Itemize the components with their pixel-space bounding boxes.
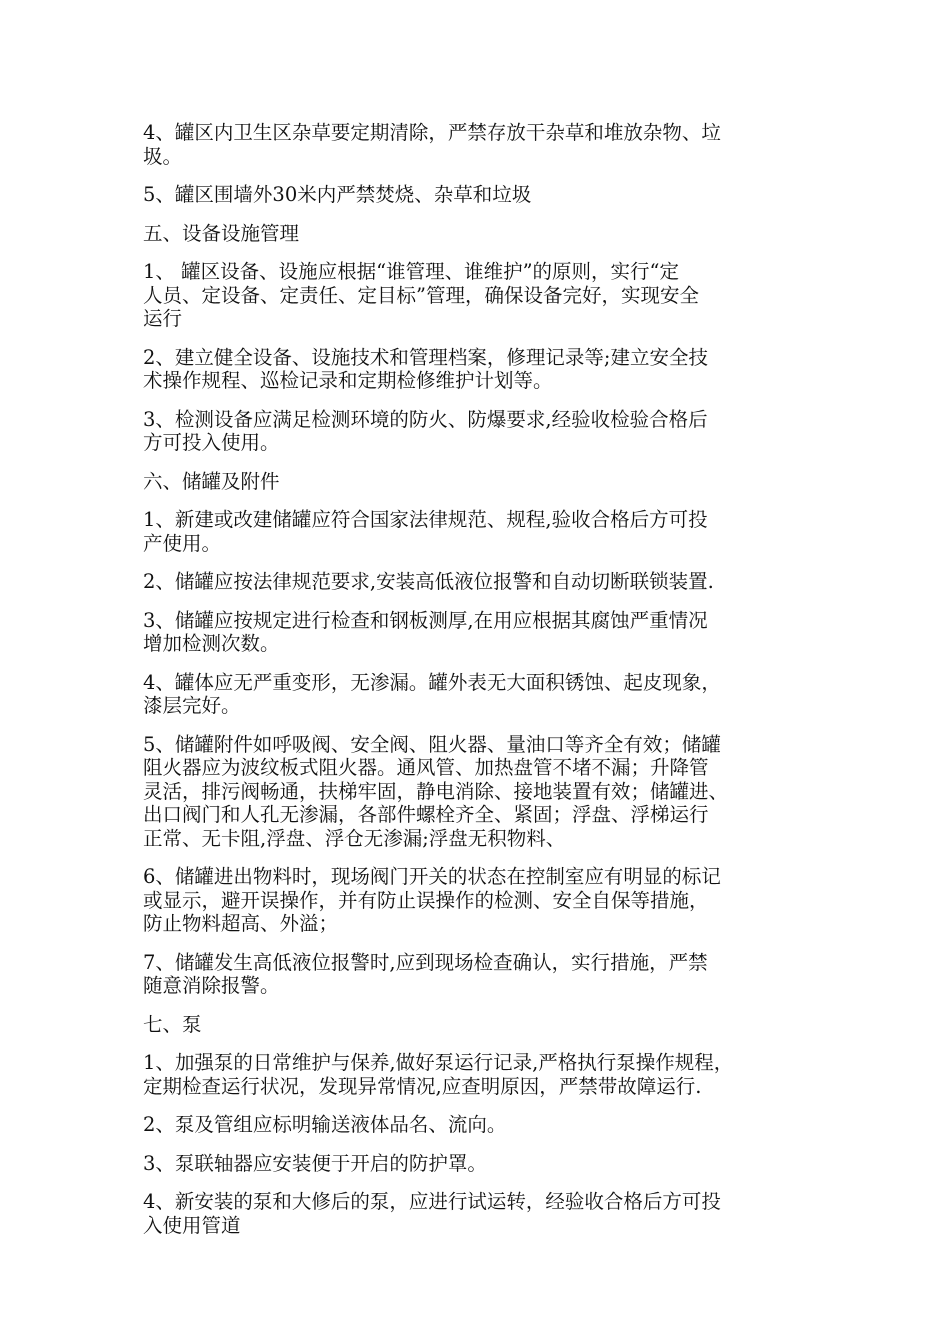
paragraph-equipment-archives: 2、建立健全设备、设施技术和管理档案，修理记录等;建立安全技 术操作规程、巡检记录和定期检修维护计划等。 xyxy=(143,345,708,392)
paragraph-alarm-response: 7、储罐发生高低液位报警时,应到现场检查确认，实行措施，严禁 随意消除报警。 xyxy=(143,950,708,997)
section-heading-tanks: 六、储罐及附件 xyxy=(143,469,280,493)
paragraph-pump-labeling: 2、泵及管组应标明输送液体品名、流向。 xyxy=(143,1113,507,1136)
document-body xyxy=(143,121,813,1252)
paragraph-tank-body: 4、罐体应无严重变形，无渗漏。罐外表无大面积锈蚀、起皮现象， 漆层完好。 xyxy=(143,670,721,717)
paragraph-level-alarm: 2、储罐应按法律规范要求,安装高低液位报警和自动切断联锁装置. xyxy=(143,570,714,593)
paragraph-coupling-guard: 3、泵联轴器应安装便于开启的防护罩。 xyxy=(143,1151,487,1175)
paragraph-new-tanks: 1、新建或改建储罐应符合国家法律规范、规程,验收合格后方可投 产使用。 xyxy=(143,508,708,555)
paragraph-pump-trial-run: 4、新安装的泵和大修后的泵，应进行试运转，经验收合格后方可投 入使用管道 xyxy=(143,1190,721,1237)
paragraph-no-burning: 5、罐区围墙外30米内严禁焚烧、杂草和垃圾 xyxy=(143,183,532,206)
paragraph-tank-accessories: 5、储罐附件如呼吸阀、安全阀、阻火器、量油口等齐全有效；储罐 阻火器应为波纹板式阻火器。通风管、加热盘管不堵不漏；升降管 灵活，排污阀畅通，扶梯牢固，静电消除、接地装置有效；储罐进、 出口阀门和人孔无渗漏，各部件螺栓齐全、紧固；浮盘、浮梯运行 正常、无卡阻,浮盘、浮仓无渗漏;浮盘无积物料、 xyxy=(143,732,729,850)
paragraph-equipment-responsibility: 1、 罐区设备、设施应根据“谁管理、谁维护”的原则，实行“定 人员、定设备、定责任、定目标”管理，确保设备完好，实现安全 运行 xyxy=(143,260,699,330)
section-heading-pumps: 七、泵 xyxy=(143,1012,202,1036)
paragraph-tank-weeds: 4、罐区内卫生区杂草要定期清除，严禁存放干杂草和堆放杂物、垃 圾。 xyxy=(143,121,721,168)
paragraph-detection-equipment: 3、检测设备应满足检测环境的防火、防爆要求,经验收检验合格后 方可投入使用。 xyxy=(143,407,708,454)
paragraph-material-transfer: 6、储罐进出物料时，现场阀门开关的状态在控制室应有明显的标记 或显示，避开误操作，并有防止误操作的检测、安全自保等措施， 防止物料超高、外溢； xyxy=(143,865,721,935)
section-heading-equipment: 五、设备设施管理 xyxy=(143,221,300,245)
paragraph-thickness-check: 3、储罐应按规定进行检查和钢板测厚,在用应根据其腐蚀严重情况 增加检测次数。 xyxy=(143,608,708,655)
paragraph-pump-maintenance: 1、加强泵的日常维护与保养,做好泵运行记录,严格执行泵操作规程， 定期检查运行状况，发现异常情况,应查明原因，严禁带故障运行. xyxy=(143,1051,734,1098)
